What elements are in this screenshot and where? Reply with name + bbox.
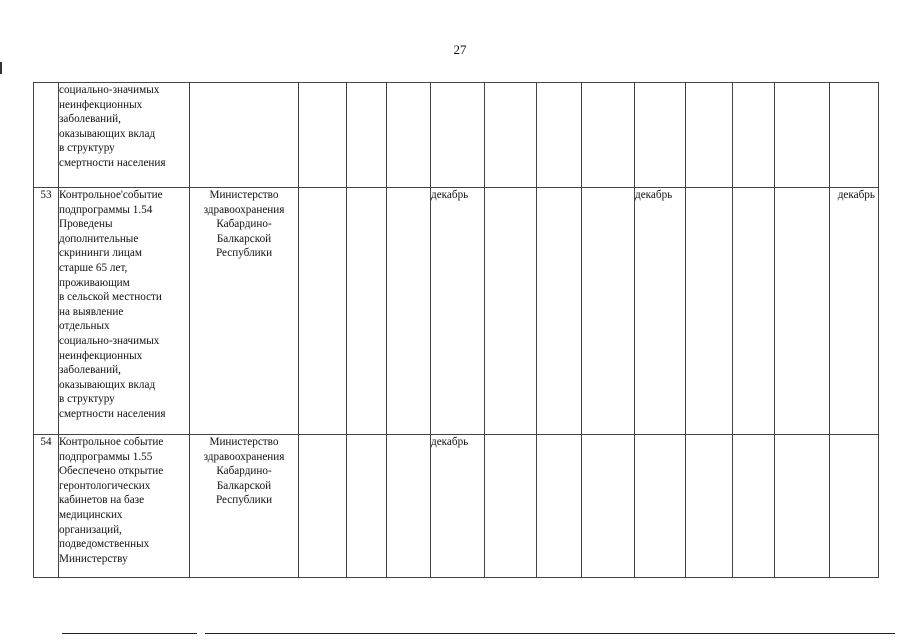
footer-rule-left [62,633,197,634]
table-row [34,188,879,435]
description-line: неинфекционных [59,98,143,111]
description-line: Контрольное событие [59,436,164,448]
month-cell: декабрь [830,188,879,435]
description-line: в структуру [59,142,115,155]
description-line: социально-значимых [59,84,160,96]
month-cell [387,435,431,578]
table-row [34,435,879,578]
footer-rule-right [205,633,895,634]
schedule-table [33,82,879,578]
month-cell [733,188,775,435]
month-cell [299,83,347,188]
organization-line: Кабардино- [216,218,272,231]
event-description [59,188,190,435]
month-cell [686,435,733,578]
description-line: в структуру [59,393,115,406]
organization-line: Министерство [209,189,279,201]
month-cell [582,188,635,435]
description-line: Контрольное'событие [59,189,163,201]
description-line: организаций, [59,523,122,536]
event-description [59,83,190,188]
month-cell [299,188,347,435]
description-line: смертности населения [59,156,166,169]
description-line: старше 65 лет, [59,261,128,274]
month-cell [347,188,387,435]
row-number [34,83,59,188]
description-line: заболеваний, [59,364,121,377]
description-line: кабинетов на базе [59,494,145,507]
month-cell [686,83,733,188]
month-cell [485,83,537,188]
month-cell [537,188,582,435]
table-row [34,83,879,188]
description-line: в сельской местности [59,291,162,304]
month-cell [431,83,485,188]
description-line: геронтологических [59,479,151,492]
description-line: Обеспечено открытие [59,465,164,478]
description-line: скрининги лицам [59,247,142,260]
responsible-organization [190,188,299,435]
description-line: оказывающих вклад [59,378,156,391]
description-line: медицинских [59,508,123,521]
organization-line: Балкарской [216,232,272,245]
month-cell [635,83,686,188]
description-line: подпрограммы 1.54 [59,203,153,216]
organization-line: здравоохранения [203,450,285,463]
month-cell [387,83,431,188]
month-cell [775,435,830,578]
description-line: на выявление [59,305,124,318]
month-cell [485,188,537,435]
description-line: подпрограммы 1.55 [59,450,153,463]
description-line: оказывающих вклад [59,127,156,140]
table-body [34,83,879,578]
description-line: проживающим [59,276,130,289]
row-number: 53 [34,188,59,435]
month-cell [635,435,686,578]
month-cell [686,188,733,435]
month-cell [299,435,347,578]
scan-artifact-mark [0,62,2,74]
month-cell [485,435,537,578]
month-cell [537,83,582,188]
month-cell [733,435,775,578]
description-line: Проведены [59,218,113,231]
description-line: неинфекционных [59,349,143,362]
organization-line: Республики [215,247,273,260]
event-description [59,435,190,578]
month-cell [830,435,879,578]
description-line: дополнительные [59,232,139,245]
month-cell [830,83,879,188]
month-cell [582,435,635,578]
organization-line: Кабардино- [216,465,272,478]
month-cell [775,188,830,435]
month-cell [537,435,582,578]
month-cell [347,435,387,578]
month-cell: декабрь [635,188,686,435]
organization-line: Балкарской [216,479,272,492]
description-line: отдельных [59,320,110,333]
month-cell [775,83,830,188]
month-cell [347,83,387,188]
organization-line: здравоохранения [203,203,285,216]
organization-line: Министерство [209,436,279,448]
month-cell [387,188,431,435]
description-line: подведомственных [59,538,150,551]
month-cell: декабрь [431,188,485,435]
description-line: заболеваний, [59,113,121,126]
responsible-organization [190,83,299,188]
row-number: 54 [34,435,59,578]
month-cell: декабрь [431,435,485,578]
page-number: 27 [453,42,467,57]
month-cell [733,83,775,188]
description-line: социально-значимых [59,334,160,347]
description-line: Министерству [59,552,128,565]
description-line: смертности населения [59,407,166,420]
month-cell [582,83,635,188]
organization-line: Республики [215,494,273,507]
responsible-organization [190,435,299,578]
